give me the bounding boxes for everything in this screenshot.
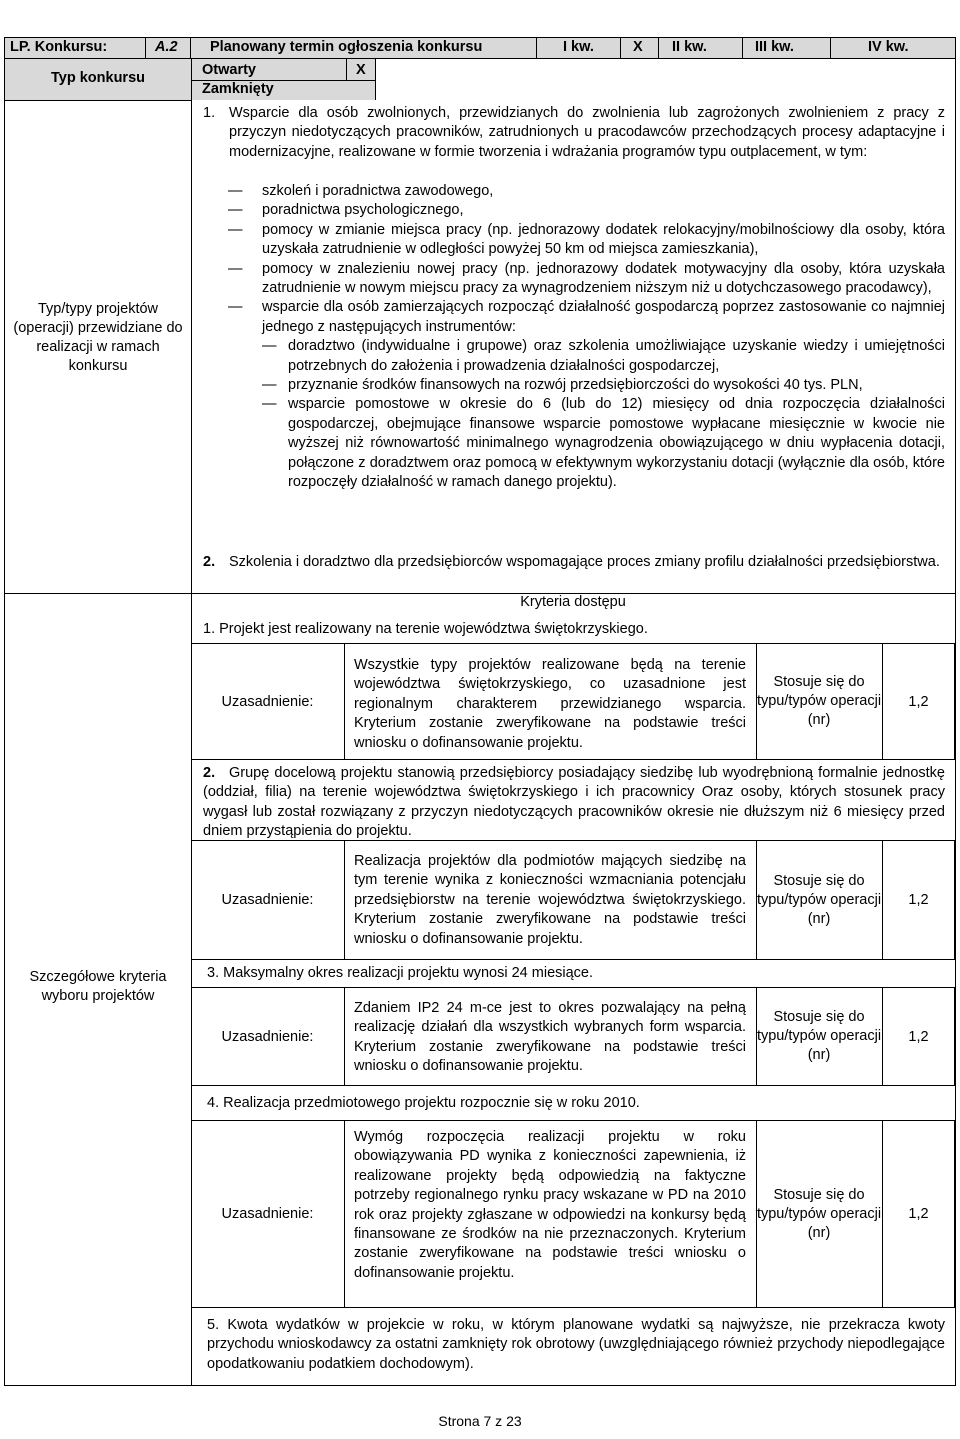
item-text: Szkolenia i doradztwo dla przedsiębiorców wspomagające proces zmiany profilu działalności przedsiębiorstwa. (229, 554, 940, 570)
instrument-list (262, 337, 945, 492)
sublist-text: pomocy w zmianie miejsca pracy (np. jednorazowy dodatek relokacyjny/mobilnościowy dla osoby, która uzyskała zatrudnienie w odległości powyżej 50 km od miejsca zamieszkania), (262, 221, 945, 258)
item-number: 1. (203, 105, 216, 121)
type-label: Typ konkursu (51, 70, 145, 86)
criterion-4: 4. Realizacja przedmiotowego projektu rozpocznie się w roku 2010. (207, 1095, 640, 1111)
criteria-label: Szczegółowe kryteria wyboru projektów (29, 969, 167, 1004)
item-text: Wsparcie dla osób zwolnionych, przewidzianych do zwolnienia lub zagrożonych zwolnieniem z pracy z przyczyn niedotyczących pracowników, zatrudnionych u pracodawców przechodzących procesy adaptacyjne i modernizacyjne, realizowane w formie tworzenia i wdrażania programów typu outplacement, w tym: (229, 105, 945, 160)
justification-text: Zdaniem IP2 24 m-ce jest to okres pozwalający na pełną realizację działań dla wszystkich wybranych form wsparcia. Kryterium zostanie zweryfikowane na podstawie treści wniosku o dofinansowanie projektu. (354, 1000, 746, 1075)
criterion-text: Grupę docelową projektu stanowią przedsiębiorcy posiadający siedzibę lub wyodrębnioną formalnie jednostkę (oddział, filia) na terenie województwa świętokrzyskiego i ich pracownicy Oraz osoby, których stosunek pracy wygasł lub został rozwiązany z przyczyn niedotyczących pracowników okresie nie dłuższym niż 6 miesięcy przed dniem przystąpienia do projektu. (203, 765, 945, 840)
page-footer: Strona 7 z 23 (438, 1413, 522, 1429)
instrument-text: przyznanie środków finansowych na rozwój przedsiębiorczości do wysokości 40 tys. PLN, (288, 377, 863, 394)
justification-text: Wymóg rozpoczęcia realizacji projektu w roku obowiązywania PD wynika z konieczności zapewnienia, iż realizowane projekty będą odpowiedzią na faktyczne potrzeby regionalnego rynku pracy wskazane w PD na 2010 rok oraz projekty zgłaszane w odpowiedzi na konkursy będą finansowane ze środków na nie przeznaczonych. Kryterium zostanie zweryfikowane na podstawie treści wniosku o dofinansowanie projektu. (354, 1129, 746, 1281)
sublist-item (228, 182, 945, 201)
applies-value: 1,2 (908, 693, 929, 710)
sublist-text: wsparcie dla osób zamierzających rozpocząć działalność gospodarczą poprzez zastosowanie co najmniej jednego z następujących instrumentów: (262, 299, 945, 335)
quarter-3: III kw. (755, 39, 794, 55)
access-title: Kryteria dostępu (520, 594, 626, 610)
justification-label: Uzasadnienie: (221, 1206, 314, 1222)
sublist-item (228, 260, 945, 299)
instrument-text: doradztwo (indywidualne i grupowe) oraz szkolenia umożliwiające uzyskanie wiedzy i umiejętności potrzebnych do założenia i prowadzenia działalności gospodarczej, (288, 338, 945, 374)
justification-text: Realizacja projektów dla podmiotów mających siedzibę na tym terenie wynika z konieczności wzmacniania potencjału przedsiębiorstw na terenie województwa świętokrzyskiego. Kryterium zostanie zweryfikowane na podstawie treści wniosku o dofinansowanie projektu. (354, 853, 746, 947)
applies-label: Stosuje się do typu/typów operacji (nr) (756, 674, 882, 728)
applies-value: 1,2 (908, 1206, 929, 1222)
applies-label: Stosuje się do typu/typów operacji (nr) (756, 872, 882, 927)
applies-label: Stosuje się do typu/typów operacji (nr) (756, 1009, 882, 1063)
sublist-text: szkoleń i poradnictwa zawodowego, (262, 183, 494, 199)
criterion-3: 3. Maksymalny okres realizacji projektu wynosi 24 miesiące. (207, 965, 594, 981)
applies-value: 1,2 (908, 1028, 929, 1045)
lp-label: LP. Konkursu: (10, 39, 108, 55)
sublist-item (228, 221, 945, 260)
planned-label: Planowany termin ogłoszenia konkursu (210, 39, 483, 55)
type-closed: Zamknięty (202, 81, 274, 97)
sublist-text: pomocy w znalezieniu nowej pracy (np. jednorazowy dodatek motywacyjny dla osoby, która uzyskała zatrudnienie w nowym miejscu pracy za wynagrodzeniem niższym niż u dotychczasowego pracodawcy), (262, 260, 945, 297)
sublist-text: poradnictwa psychologicznego, (262, 202, 464, 219)
justification-label: Uzasadnienie: (221, 892, 314, 908)
project-item-2 (203, 553, 945, 572)
quarter-1-mark: X (633, 39, 643, 55)
sublist-item (228, 201, 945, 220)
criterion-5: 5. Kwota wydatków w projekcie w roku, w którym planowane wydatki są najwyższe, nie przekracza kwoty przychodu wnioskodawcy za ostatni zamknięty rok obrotowy (uwzględniającego również przychody niepodlegające opodatkowaniu podatkiem dochodowym). (207, 1317, 945, 1372)
item-number: 2. (203, 765, 216, 781)
quarter-2: II kw. (672, 39, 707, 55)
sublist-item (228, 298, 945, 337)
instrument-text: wsparcie pomostowe w okresie do 6 (lub do 12) miesięcy od dnia rozpoczęcia działalności gospodarczej, obejmujące finansowe wsparcie pomostowe wypłacane miesięcznie w kwocie nie wyższej niż równowartość minimalnego wynagrodzenia obowiązującego w dniu wypłacenia dotacji, połączone z doradztwem oraz pomocą w efektywnym wykorzystaniu dotacji (wyłącznie dla osób, które rozpoczęły działalność w ramach danego projektu). (288, 396, 945, 491)
item-number: 2. (203, 554, 216, 570)
criterion-2 (203, 764, 945, 842)
instrument-item (262, 376, 945, 395)
applies-value: 1,2 (908, 892, 929, 908)
quarter-4: IV kw. (868, 39, 909, 55)
access-criterion-1: 1. Projekt jest realizowany na terenie województwa świętokrzyskiego. (203, 621, 648, 637)
project-sublist (228, 182, 945, 493)
type-open-mark: X (356, 62, 366, 78)
type-open: Otwarty (202, 62, 256, 78)
justification-label: Uzasadnienie: (221, 693, 314, 710)
instrument-item (262, 337, 945, 376)
quarter-1: I kw. (563, 39, 594, 55)
lp-value: A.2 (155, 39, 178, 55)
applies-label: Stosuje się do typu/typów operacji (nr) (756, 1186, 882, 1241)
justification-text: Wszystkie typy projektów realizowane będą na terenie województwa świętokrzyskiego, co uzasadnione jest regionalnym charakterem przewidzianego wsparcia. Kryterium zostanie zweryfikowane na podstawie treści wniosku o dofinansowanie projektu. (354, 657, 746, 751)
projects-label: Typ/typy projektów (operacji) przewidziane do realizacji w ramach konkursu (13, 301, 183, 374)
instrument-item (262, 395, 945, 492)
project-item-1 (203, 104, 945, 162)
justification-label: Uzasadnienie: (221, 1028, 314, 1045)
